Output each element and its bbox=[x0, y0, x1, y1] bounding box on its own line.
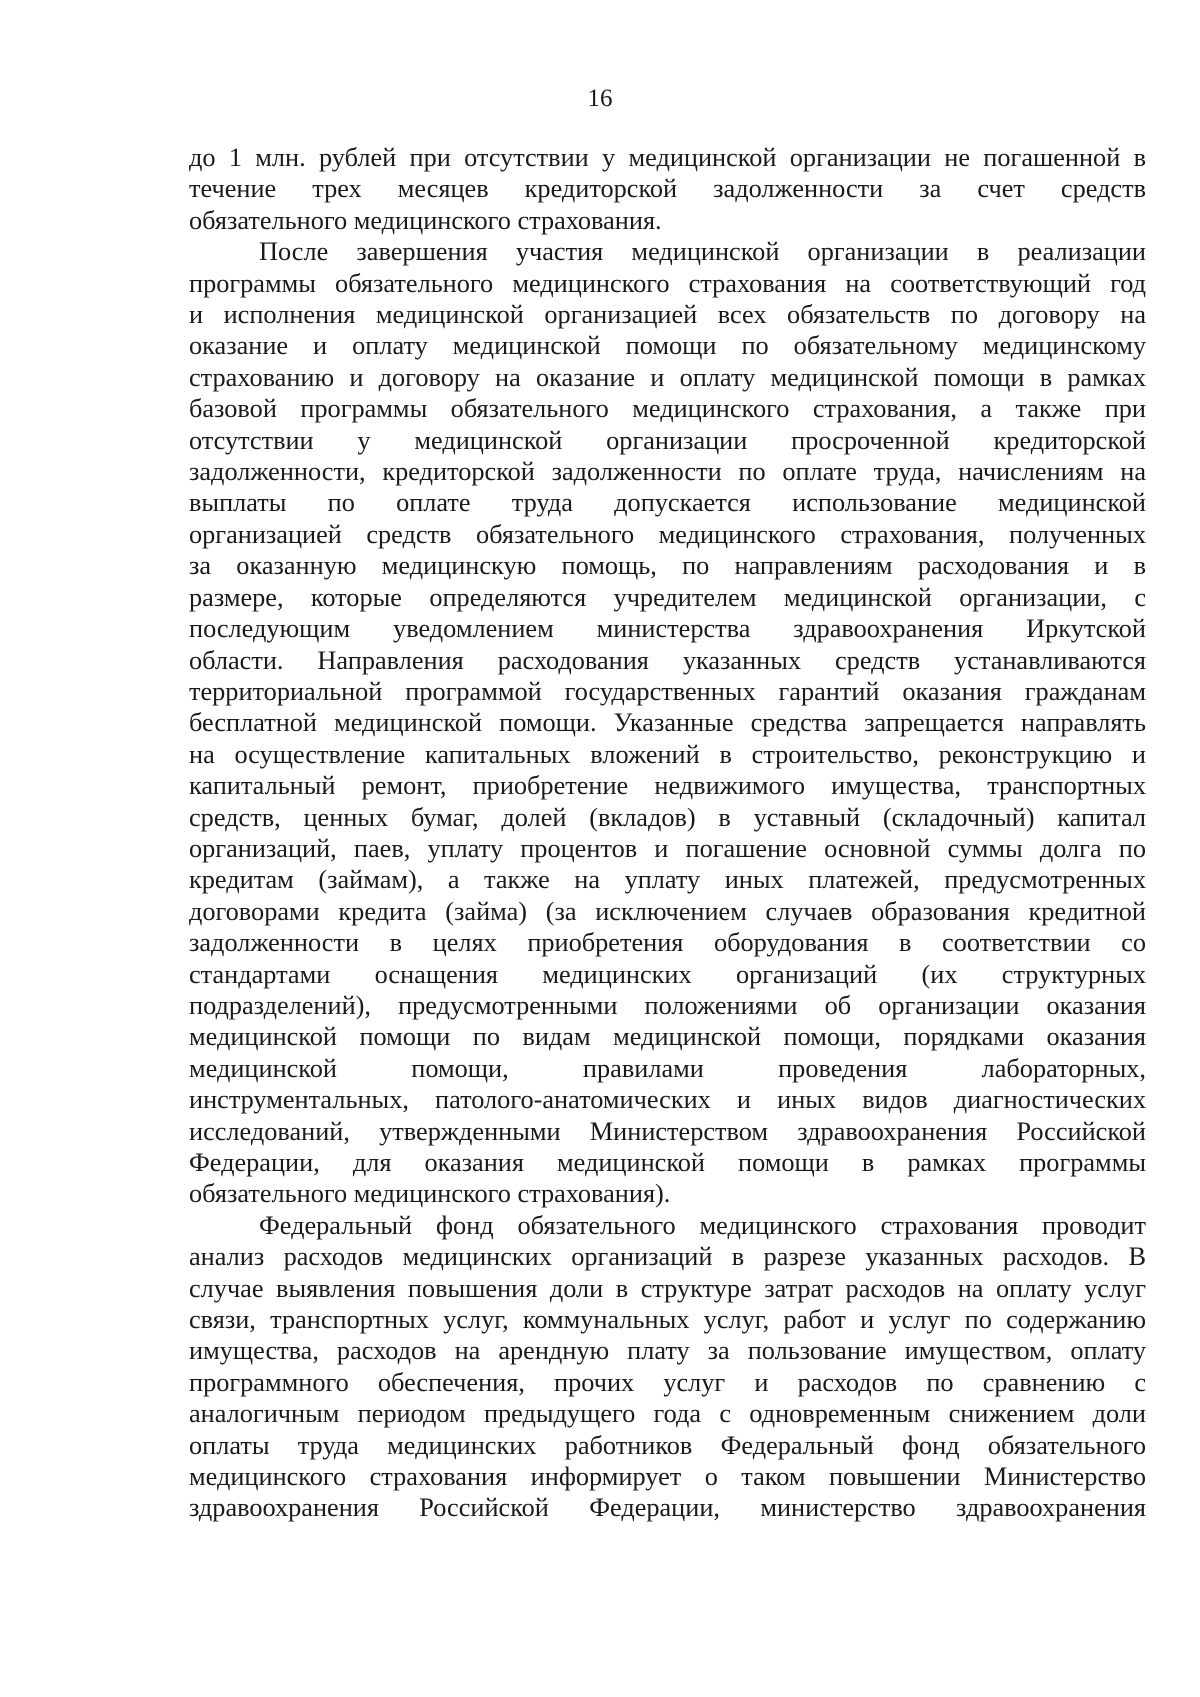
text-line: инструментальных, патолого-анатомических и иных видов диагностических bbox=[189, 1085, 1146, 1115]
text-line: анализ расходов медицинских организаций в разрезе указанных расходов. В bbox=[189, 1242, 1146, 1272]
text-line: за оказанную медицинскую помощь, по направлениям расходования и в bbox=[189, 551, 1146, 581]
text-line: аналогичным периодом предыдущего года с одновременным снижением доли bbox=[189, 1399, 1146, 1429]
document-body bbox=[189, 142, 1146, 1524]
paragraph bbox=[189, 142, 1146, 236]
text-line: капитальный ремонт, приобретение недвижимого имущества, транспортных bbox=[189, 771, 1146, 801]
text-line: стандартами оснащения медицинских организаций (их структурных bbox=[189, 959, 1146, 989]
text-line: размере, которые определяются учредителем медицинской организации, с bbox=[189, 582, 1146, 612]
text-line: исследований, утвержденными Министерством здравоохранения Российской bbox=[189, 1116, 1146, 1146]
text-line: медицинской помощи по видам медицинской помощи, порядками оказания bbox=[189, 1022, 1146, 1052]
paragraph bbox=[189, 236, 1146, 1210]
text-line: бесплатной медицинской помощи. Указанные средства запрещается направлять bbox=[189, 708, 1146, 738]
paragraph bbox=[189, 1210, 1146, 1524]
text-line: Федеральный фонд обязательного медицинского страхования проводит bbox=[259, 1210, 1146, 1240]
text-line: Федерации, для оказания медицинской помощи в рамках программы bbox=[189, 1148, 1146, 1177]
text-line: договорами кредита (займа) (за исключением случаев образования кредитной bbox=[189, 896, 1146, 926]
text-line: организаций, паев, уплату процентов и погашение основной суммы долга по bbox=[189, 833, 1146, 863]
text-line: средств, ценных бумаг, долей (вкладов) в уставный (складочный) капитал bbox=[189, 802, 1146, 832]
text-line: случае выявления повышения доли в структуре затрат расходов на оплату услуг bbox=[189, 1273, 1146, 1303]
text-line: последующим уведомлением министерства здравоохранения Иркутской bbox=[189, 614, 1146, 644]
text-line: кредитам (займам), а также на уплату иных платежей, предусмотренных bbox=[189, 865, 1146, 895]
text-line: выплаты по оплате труда допускается использование медицинской bbox=[189, 488, 1146, 518]
text-line: задолженности в целях приобретения оборудования в соответствии со bbox=[189, 928, 1146, 958]
text-line: После завершения участия медицинской организации в реализации bbox=[259, 237, 1146, 267]
text-line: имущества, расходов на арендную плату за пользование имуществом, оплату bbox=[189, 1336, 1146, 1366]
text-line: программного обеспечения, прочих услуг и расходов по сравнению с bbox=[189, 1367, 1146, 1397]
page-number: 16 bbox=[587, 85, 613, 112]
text-line: обязательного медицинского страхования. bbox=[189, 205, 662, 235]
text-line: задолженности, кредиторской задолженности по оплате труда, начислениям на bbox=[189, 457, 1146, 487]
text-line: течение трех месяцев кредиторской задолженности за счет средств bbox=[189, 174, 1146, 204]
text-line: на осуществление капитальных вложений в строительство, реконструкцию и bbox=[189, 739, 1146, 769]
text-line: территориальной программой государственных гарантий оказания гражданам bbox=[189, 676, 1146, 706]
text-line: здравоохранения Российской Федерации, министерство здравоохранения bbox=[189, 1493, 1146, 1523]
text-line: области. Направления расходования указанных средств устанавливаются bbox=[189, 645, 1146, 675]
text-line: отсутствии у медицинской организации просроченной кредиторской bbox=[189, 425, 1146, 455]
text-line: страхованию и договору на оказание и оплату медицинской помощи в рамках bbox=[189, 362, 1146, 392]
text-line: оказание и оплату медицинской помощи по обязательному медицинскому bbox=[189, 331, 1146, 361]
text-line: базовой программы обязательного медицинского страхования, а также при bbox=[189, 394, 1146, 424]
text-line: связи, транспортных услуг, коммунальных услуг, работ и услуг по содержанию bbox=[189, 1305, 1146, 1335]
text-line: организацией средств обязательного медицинского страхования, полученных bbox=[189, 519, 1146, 549]
text-line: оплаты труда медицинских работников Федеральный фонд обязательного bbox=[189, 1430, 1146, 1460]
text-line: программы обязательного медицинского страхования на соответствующий год bbox=[189, 268, 1146, 298]
text-line: и исполнения медицинской организацией всех обязательств по договору на bbox=[189, 300, 1146, 330]
text-line: медицинского страхования информирует о таком повышении Министерство bbox=[189, 1462, 1146, 1492]
text-line: обязательного медицинского страхования). bbox=[189, 1179, 671, 1209]
text-line: медицинской помощи, правилами проведения лабораторных, bbox=[189, 1053, 1146, 1083]
text-line: подразделений), предусмотренными положениями об организации оказания bbox=[189, 990, 1146, 1020]
text-line: до 1 млн. рублей при отсутствии у медицинской организации не погашенной в bbox=[189, 143, 1146, 172]
